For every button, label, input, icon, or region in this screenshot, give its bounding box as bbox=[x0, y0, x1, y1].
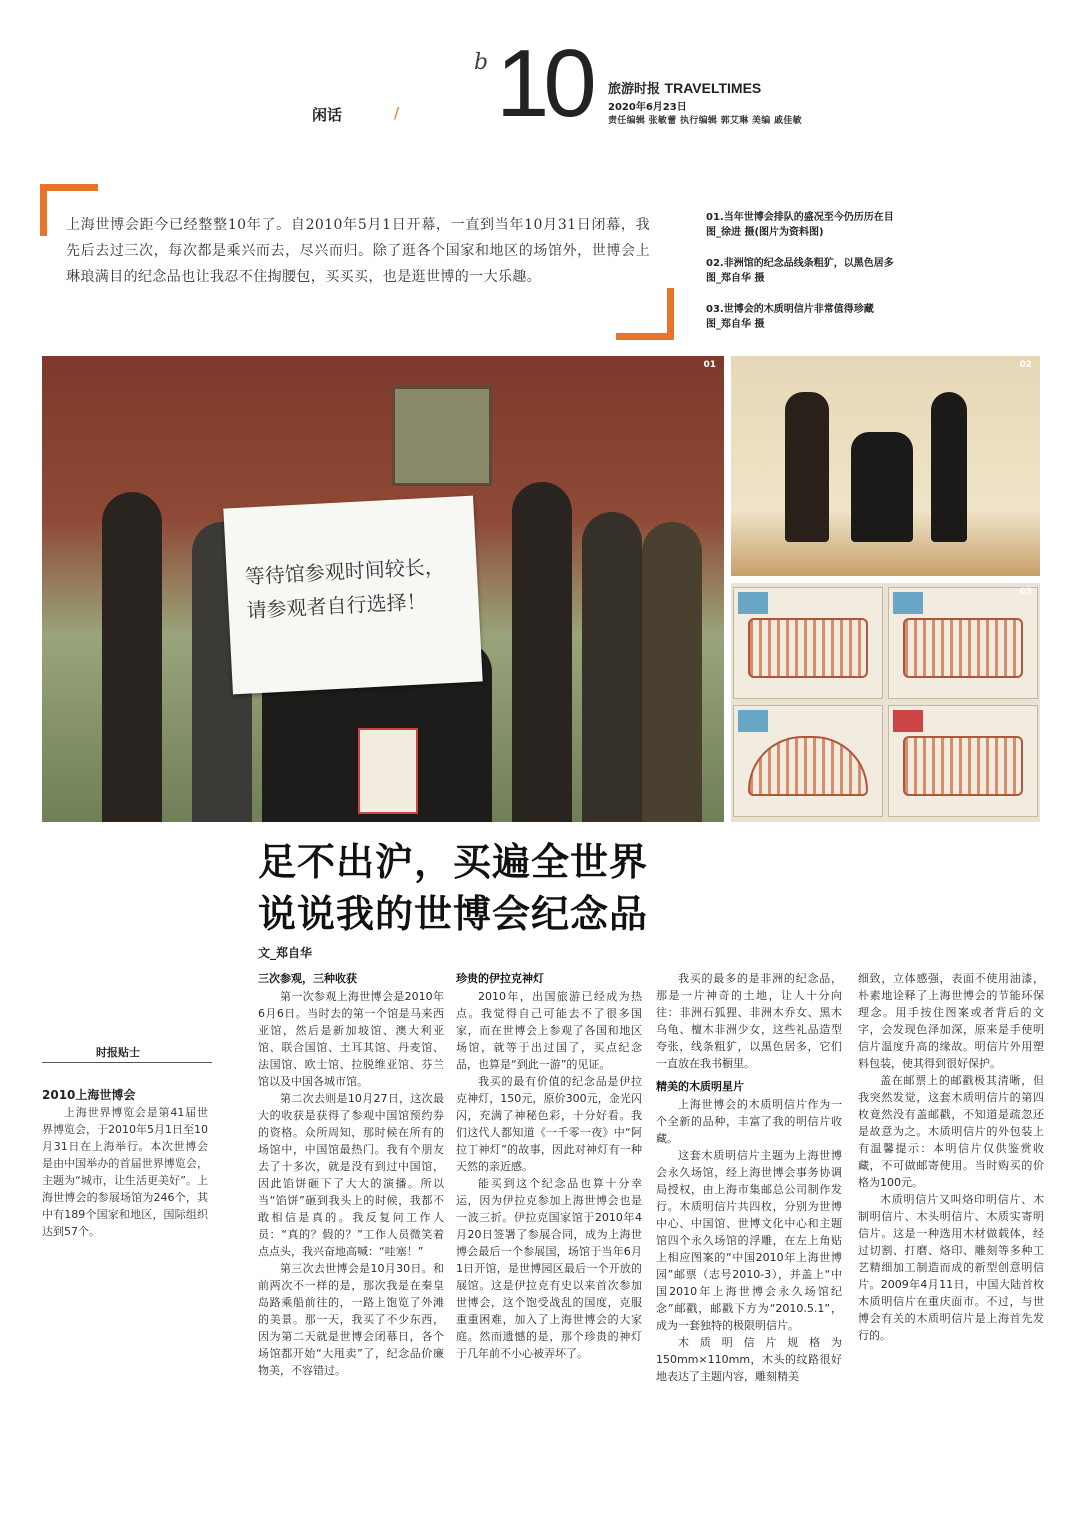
caption-1-credit: 图_徐进 摄(图片为资料图) bbox=[706, 227, 824, 238]
paragraph: 2010年，出国旅游已经成为热点。我觉得自己可能去不了很多国家，而在世博会上参观了各国和地区场馆，就等于出过国了，买点纪念品，也算是“到此一游”的见证。 bbox=[456, 990, 642, 1071]
editor-credits: 责任编辑 张敏蕾 执行编辑 郭艾琳 美编 戚佳敏 bbox=[608, 116, 802, 126]
crowd-figure bbox=[642, 522, 702, 822]
photo-expo-queue bbox=[42, 356, 724, 822]
subheading-wooden-postcards: 精美的木质明星片 bbox=[656, 1080, 744, 1093]
crowd-figure bbox=[512, 482, 572, 822]
sidebar-title: 2010上海世博会 bbox=[42, 1088, 136, 1102]
paragraph: 上海世博会的木质明信片作为一个全新的品种，丰富了我的明信片收藏。 bbox=[656, 1098, 842, 1145]
paragraph: 木质明信片又叫烙印明信片、木制明信片、木头明信片、木质实寄明信片。这是一种选用木材做载体，经过切割、打磨、烙印、雕刻等多种工艺精细加工制造而成的新型创意明信片。2009年4月11日，中国大陆首枚木质明信片在重庆面市。不过，与世博会有关的木质明信片是上海首先发行的。 bbox=[858, 1193, 1044, 1342]
subheading-three-visits: 三次参观，三种收获 bbox=[258, 972, 357, 985]
intro-bracket-bottom-right bbox=[616, 288, 674, 340]
byline: 文_郑自华 bbox=[258, 946, 313, 960]
headline-line-2: 说说我的世博会纪念品 bbox=[258, 891, 649, 936]
article-column-3 bbox=[656, 970, 842, 1385]
photo-african-souvenirs bbox=[731, 356, 1040, 576]
subheading-iraq-lamp: 珍贵的伊拉克神灯 bbox=[456, 972, 544, 985]
postcard-culture-center bbox=[733, 705, 883, 817]
photo-wooden-postcards bbox=[731, 583, 1040, 822]
page-prefix: b bbox=[474, 50, 489, 75]
newspaper-name-cn: 旅游时报 bbox=[608, 82, 661, 97]
sidebar-body bbox=[42, 1104, 208, 1240]
postcard-theme-pavilion bbox=[888, 587, 1038, 699]
caption-2-text: 02.非洲馆的纪念品线条粗犷，以黑色居多 bbox=[706, 258, 894, 269]
building-window bbox=[392, 386, 492, 486]
article-column-1 bbox=[258, 970, 444, 1379]
photo-captions bbox=[706, 210, 1036, 348]
crowd-figure bbox=[102, 492, 162, 822]
caption-3 bbox=[706, 302, 1036, 332]
photo-number: 03 bbox=[1019, 587, 1032, 597]
section-divider: / bbox=[394, 104, 400, 122]
caption-2-credit: 图_郑自华 摄 bbox=[706, 273, 765, 284]
sidebar-label: 时报贴士 bbox=[96, 1046, 140, 1059]
carved-tusk-figure bbox=[785, 392, 829, 542]
section-label: 闲话 bbox=[312, 106, 343, 124]
newspaper-name-en: TRAVELTIMES bbox=[664, 80, 762, 96]
paragraph: 木质明信片规格为150mm×110mm，木头的纹路很好地表达了主题内容，雕刻精美 bbox=[656, 1336, 842, 1383]
article-column-4 bbox=[858, 970, 1044, 1344]
paragraph: 细致，立体感强，表面不使用油漆，朴素地诠释了上海世博会的节能环保理念。用手按住图案或者背后的文字，会发现色泽加深，原来是手使明信片温度升高的缘故。明信片外用塑料包装，使其得到很好保护。 bbox=[858, 972, 1044, 1070]
expo-badge bbox=[358, 728, 418, 814]
paragraph: 能买到这个纪念品也算十分幸运，因为伊拉克参加上海世博会也是一波三折。伊拉克国家馆于2010年4月20日签署了参展合同，成为上海世博会最后一个参展国，场馆于当年6月1日开馆，是世博园区最后一个开放的展馆。这是伊拉克有史以来首次参加世博会，这个饱受战乱的国度，克服重重困难，加入了上海世博会的大家庭。然而遗憾的是，那个珍贵的神灯于几年前不小心被弄坏了。 bbox=[456, 1177, 642, 1360]
page-number: 10 bbox=[496, 30, 591, 137]
photo-number: 01 bbox=[703, 360, 716, 370]
crowd-figure bbox=[582, 512, 642, 822]
caption-3-text: 03.世博会的木质明信片非常值得珍藏 bbox=[706, 304, 874, 315]
sign-line-1: 等待馆参观时间较长， bbox=[244, 554, 446, 589]
paragraph: 第二次去则是10月27日，这次最大的收获是获得了参观中国馆预约券的资格。众所周知，那时候在所有的场馆中，中国馆最热门。我有个朋友去了十多次，就是没有到过中国馆，因此馅饼砸下了大大的演播。所以当“馅饼”砸到我头上的时候，我都不敢相信是真的。我反复问工作人员：“真的？假的？”工作人员微笑着点点头，我兴奋地高喊：“哇塞！” bbox=[258, 1092, 444, 1258]
newspaper-name bbox=[608, 78, 761, 97]
hand-held-sign bbox=[223, 496, 482, 695]
paragraph: 第一次参观上海世博会是2010年6月6日。当时去的第一个馆是马来西亚馆，然后是新加坡馆、澳大利亚馆、联合国馆、土耳其馆、丹麦馆、法国馆、欧士馆、拉脱维亚馆、芬兰馆以及中国各城市馆。 bbox=[258, 990, 444, 1088]
photo-number: 02 bbox=[1019, 360, 1032, 370]
intro-paragraph: 上海世博会距今已经整整10年了。自2010年5月1日开幕，一直到当年10月31日闭幕，我先后去过三次，每次都是乘兴而去，尽兴而归。除了逛各个国家和地区的场馆外，世博会上琳琅满目的纪念品也让我忍不住掏腰包，买买买，也是逛世博的一大乐趣。 bbox=[66, 217, 650, 285]
caption-1-text: 01.当年世博会排队的盛况至今仍历历在目 bbox=[706, 212, 894, 223]
carved-figure bbox=[931, 392, 967, 542]
buddha-figure bbox=[851, 432, 913, 542]
sidebar-paragraph: 上海世界博览会是第41届世界博览会，于2010年5月1日至10月31日在上海举行。本次世博会是由中国举办的首届世界博览会，主题为“城市，让生活更美好”。上海世博会的参展场馆为246个，其中有189个国家和地区，国际组织达到57个。 bbox=[42, 1106, 208, 1238]
paragraph: 盖在邮票上的邮戳极其清晰，但我突然发觉，这套木质明信片的第四枚竟然没有盖邮戳，不知道是疏忽还是故意为之。木质明信片的外包装上有温馨提示：本明信片仅供鉴赏收藏，不可做邮寄使用。当时购买的价格为100元。 bbox=[858, 1074, 1044, 1189]
sidebar-divider bbox=[42, 1062, 212, 1063]
paragraph: 我买的最多的是非洲的纪念品，那是一片神奇的土地，让人十分向往：非洲石狐狸、非洲木乔女、黑木乌龟、檀木非洲少女，这些礼品造型夸张，线条粗犷，以黑色居多，它们一直放在我书橱里。 bbox=[656, 972, 842, 1070]
postcard-expo-center bbox=[733, 587, 883, 699]
article-column-2 bbox=[456, 970, 642, 1362]
issue-date: 2020年6月23日 bbox=[608, 102, 687, 113]
headline bbox=[258, 836, 648, 940]
caption-1 bbox=[706, 210, 1036, 240]
caption-3-credit: 图_郑自华 摄 bbox=[706, 319, 765, 330]
caption-2 bbox=[706, 256, 1036, 286]
headline-line-1: 足不出沪，买遍全世界 bbox=[258, 839, 649, 884]
paragraph: 第三次去世博会是10月30日。和前两次不一样的是，那次我是在秦皇岛路乘船前往的，一路上饱览了外滩的美景。那一天，我买了不少东西，因为第二天就是世博会闭幕日，各个场馆都开始“大甩卖”了，纪念品价廉物美，不容错过。 bbox=[258, 1262, 444, 1377]
paragraph: 我买的最有价值的纪念品是伊拉克神灯，150元，原价300元，金光闪闪，充满了神秘色彩，十分好看。我们这代人都知道《一千零一夜》中“阿拉丁神灯”的故事，因此对神灯有一种天然的亲近感。 bbox=[456, 1075, 642, 1173]
sign-line-2: 请参观者自行选择！ bbox=[246, 589, 428, 623]
paragraph: 这套木质明信片主题为上海世博会永久场馆，经上海世博会事务协调局授权，由上海市集邮总公司制作发行。木质明信片共四枚，分别为世博中心、中国馆、世博文化中心和主题馆四个永久场馆的浮雕，在左上角贴上相应图案的“中国2010年上海世博园”邮票（志号2010-3），并盖上“中国2010年上海世博会永久场馆纪念”邮戳，邮戳下方为“2010.5.1”，成为一套独特的极限明信片。 bbox=[656, 1149, 842, 1332]
sign-text bbox=[244, 548, 477, 628]
postcard-china-pavilion bbox=[888, 705, 1038, 817]
